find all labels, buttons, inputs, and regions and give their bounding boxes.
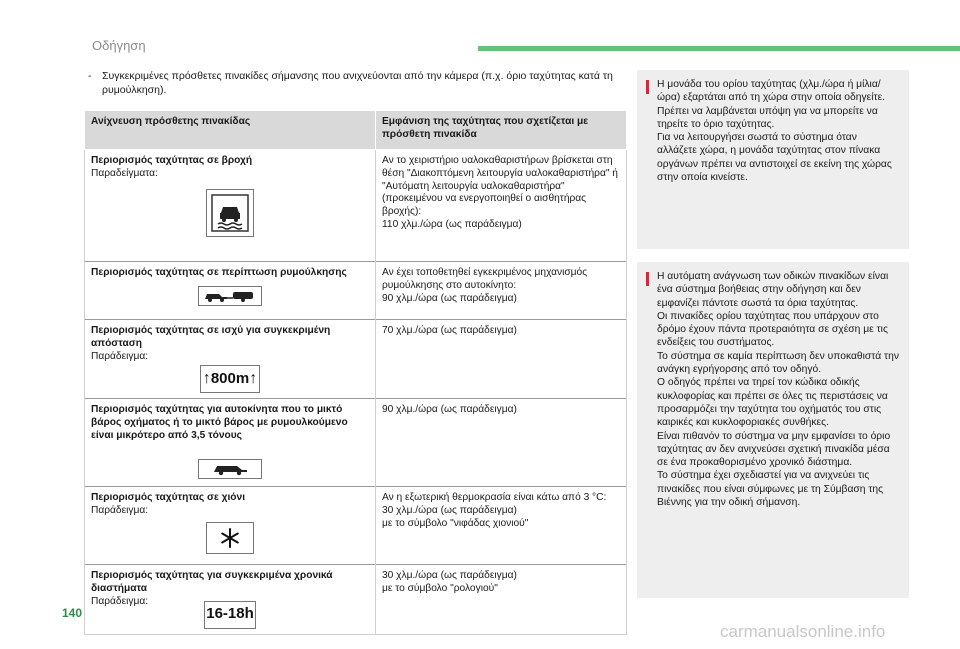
condition-cell [85, 150, 376, 262]
table-row [85, 487, 627, 565]
snowflake-icon [206, 522, 254, 554]
condition-title: Περιορισμός ταχύτητας για αυτοκίνητα που το μικτό βάρος οχήματος ή το μικτό βάρος με ρυμουλκούμενο είναι μικρότερο από 3,5 τόνους [91, 404, 348, 441]
rain-road-sign-icon [206, 189, 254, 237]
example-label: Παραδείγματα: [91, 167, 158, 179]
additional-signs-table [84, 110, 627, 635]
note-box-system-limits [637, 262, 909, 598]
condition-title: Περιορισμός ταχύτητας σε περίπτωση ρυμούλκησης [91, 267, 347, 278]
table-row [85, 399, 627, 487]
page-number: 140 [62, 606, 83, 620]
condition-cell [85, 320, 376, 399]
note-text: Η μονάδα του ορίου ταχύτητας (χλμ./ώρα ή μίλια/ώρα) εξαρτάται από τη χώρα στην οποία οδηγείτε. Πρέπει να λαμβάνεται υπόψη για να μπορείτε να τηρείτε το όριο ταχύτητας. Για να λειτουργήσει σωστά το σύστημα όταν αλλάζετε χώρα, η μονάδα ταχύτητας στον πίνακα οργάνων πρέπει να αντιστοιχεί σε εκείνη της χώρας στην οποία κινείστε. [657, 79, 892, 184]
display-cell: Αν η εξωτερική θερμοκρασία είναι κάτω από 3 °C: 30 χλμ./ώρα (ως παράδειγμα) με το σύμβολο "νιφάδας χιονιού" [376, 487, 627, 565]
table-row [85, 262, 627, 320]
time-period-sign [204, 601, 256, 629]
condition-title: Περιορισμός ταχύτητας σε ισχύ για συγκεκριμένη απόσταση [91, 325, 331, 349]
distance-sign [200, 365, 260, 393]
table-row [85, 565, 627, 635]
display-cell: 70 χλμ./ώρα (ως παράδειγμα) [376, 320, 627, 399]
table-header-detection: Ανίχνευση πρόσθετης πινακίδας [85, 111, 376, 150]
condition-title: Περιορισμός ταχύτητας σε βροχή [91, 155, 253, 166]
display-cell: 30 χλμ./ώρα (ως παράδειγμα) με το σύμβολο "ρολογιού" [376, 565, 627, 635]
table-row [85, 320, 627, 399]
distance-sign-text: 800m [210, 369, 250, 387]
time-period-sign-text: 16-18h [206, 605, 254, 623]
table-row [85, 150, 627, 262]
intro-text: Συγκεκριμένες πρόσθετες πινακίδες σήμανσης που ανιχνεύονται από την κάμερα (π.χ. όριο ταχύτητας κατά τη ρυμούλκηση). [102, 70, 613, 96]
condition-cell [85, 487, 376, 565]
example-label: Παράδειγμα: [91, 595, 149, 607]
note-box-speed-unit [637, 70, 909, 249]
condition-cell [85, 399, 376, 487]
watermark: carmanualsonline.info [720, 622, 886, 641]
section-title: Οδήγηση [92, 38, 146, 53]
car-with-trailer-icon [198, 286, 262, 306]
example-label: Παράδειγμα: [91, 350, 149, 362]
arrow-up-icon: ↑ [202, 369, 211, 387]
condition-title: Περιορισμός ταχύτητας σε χιόνι [91, 492, 246, 504]
intro-paragraph [88, 70, 628, 97]
section-header-bar [478, 46, 960, 51]
display-cell: 90 χλμ./ώρα (ως παράδειγμα) [376, 399, 627, 487]
condition-cell [85, 262, 376, 320]
arrow-up-icon: ↑ [249, 369, 258, 387]
display-cell: Αν έχει τοποθετηθεί εγκεκριμένος μηχανισμός ρυμούλκησης στο αυτοκίνητο: 90 χλμ./ώρα (ως παράδειγμα) [376, 262, 627, 320]
condition-cell [85, 565, 376, 635]
car-icon [198, 459, 262, 479]
note-flag-icon [646, 80, 649, 94]
list-dash: - [88, 70, 92, 82]
table-header-display: Εμφάνιση της ταχύτητας που σχετίζεται με πρόσθετη πινακίδα [376, 111, 627, 150]
example-label: Παράδειγμα: [91, 505, 149, 517]
condition-title: Περιορισμός ταχύτητας για συγκεκριμένα χρονικά διαστήματα [91, 570, 333, 595]
display-cell: Αν το χειριστήριο υαλοκαθαριστήρων βρίσκεται στη θέση "Διακοπτόμενη λειτουργία υαλοκαθαριστήρα" ή "Αυτόματη λειτουργία υαλοκαθαριστήρα" (προκειμένου να ενεργοποιηθεί ο αισθητήρας βροχής): 110 χλμ./ώρα (ως παράδειγμα) [376, 150, 627, 262]
note-text: Η αυτόματη ανάγνωση των οδικών πινακίδων είναι ένα σύστημα βοήθειας στην οδήγηση και δεν εμφανίζει πάντοτε σωστά τα όρια ταχύτητας. Οι πινακίδες ορίου ταχύτητας που υπάρχουν στο δρόμο έχουν πάντα προτεραιότητα σε σχέση με τις ενδείξεις του συστήματος. Το σύστημα σε καμία περίπτωση δεν υποκαθιστά την ανάγκη εγρήγορσης από τον οδηγό. Ο οδηγός πρέπει να τηρεί τον κώδικα οδικής κυκλοφορίας και πρέπει σε όλες τις περιστάσεις να προσαρμόζει την ταχύτητα του οχήματός του στις καιρικές και κυκλοφοριακές συνθήκες. Είναι πιθανόν το σύστημα να μην εμφανίσει το όριο ταχύτητας αν δεν ανιχνεύσει σχετική πινακίδα μέσα σε ένα προκαθορισμένο χρονικό διάστημα. Το σύστημα έχει σχεδιαστεί για να ανιχνεύει τις πινακίδες που είναι σύμφωνες με τη Σύμβαση της Βιέννης για την οδική σήμανση. [657, 271, 899, 509]
note-flag-icon [646, 272, 649, 286]
